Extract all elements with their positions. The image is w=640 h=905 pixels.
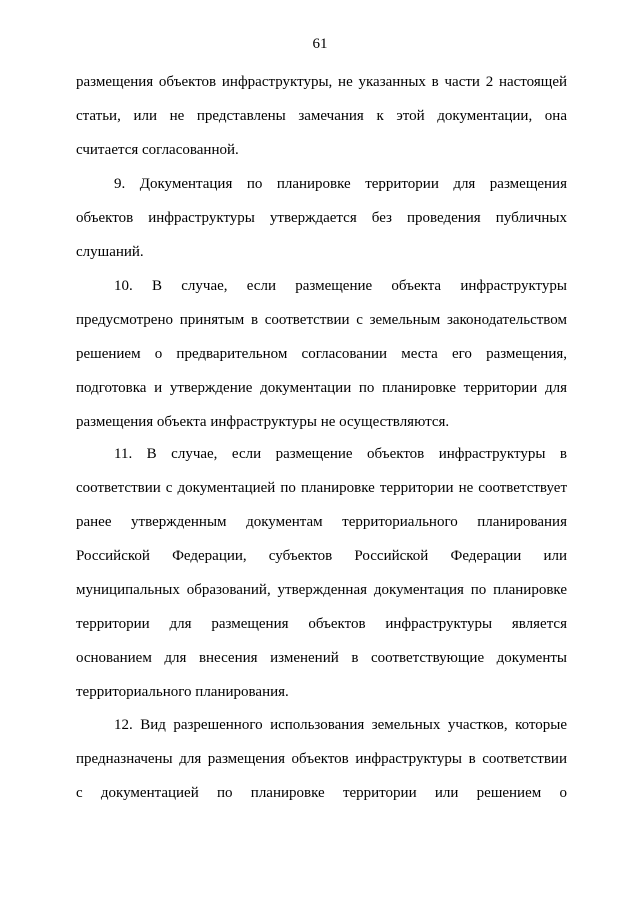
text-line: размещения объектов инфраструктуры, не указанных в части 2 настоящей: [76, 74, 567, 90]
text-line: решением о предварительном согласовании места его размещения,: [76, 346, 567, 362]
text-line: муниципальных образований, утвержденная документация по планировке: [76, 582, 567, 598]
text-line: слушаний.: [76, 244, 144, 260]
text-line: основанием для внесения изменений в соответствующие документы: [76, 650, 567, 666]
text-line: территории для размещения объектов инфраструктуры является: [76, 616, 567, 632]
text-line: считается согласованной.: [76, 142, 239, 158]
text-line: объектов инфраструктуры утверждается без проведения публичных: [76, 210, 567, 226]
paragraph-9: [76, 167, 567, 269]
paragraph-11: [76, 437, 567, 709]
paragraph-continuation: [76, 65, 567, 167]
text-line: статьи, или не представлены замечания к этой документации, она: [76, 108, 567, 124]
text-line: подготовка и утверждение документации по планировке территории для: [76, 380, 567, 396]
text-line: 11. В случае, если размещение объектов инфраструктуры в: [114, 446, 567, 462]
text-line: с документацией по планировке территории или решением о: [76, 785, 567, 801]
page-number: 61: [312, 36, 328, 52]
text-line: 10. В случае, если размещение объекта инфраструктуры: [114, 278, 567, 294]
text-line: размещения объекта инфраструктуры не осуществляются.: [76, 414, 450, 430]
text-line: предназначены для размещения объектов инфраструктуры в соответствии: [76, 751, 567, 767]
paragraph-12: [76, 708, 567, 810]
text-line: соответствии с документацией по планировке территории не соответствует: [76, 480, 567, 496]
paragraph-10: [76, 269, 567, 439]
text-line: предусмотрено принятым в соответствии с земельным законодательством: [76, 312, 567, 328]
text-line: территориального планирования.: [76, 684, 289, 700]
text-line: 12. Вид разрешенного использования земельных участков, которые: [114, 717, 567, 733]
text-line: 9. Документация по планировке территории для размещения: [114, 176, 567, 192]
text-line: Российской Федерации, субъектов Российской Федерации или: [76, 548, 567, 564]
text-line: ранее утвержденным документам территориального планирования: [76, 514, 567, 530]
